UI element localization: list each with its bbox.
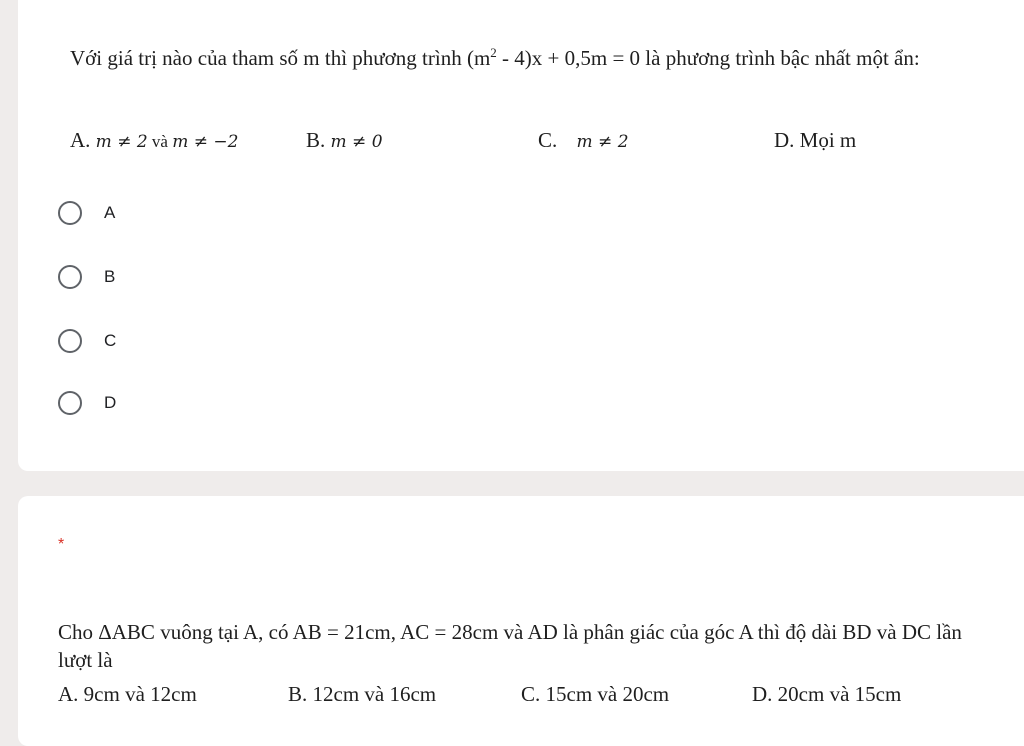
radio-label-b[interactable]: B bbox=[104, 267, 116, 286]
radio-label-a[interactable]: A bbox=[104, 203, 116, 222]
radio-button-a[interactable] bbox=[58, 201, 82, 225]
question-card-2 bbox=[18, 496, 1024, 746]
question-1-choice-d: D. Mọi m bbox=[774, 128, 857, 152]
question-2-text: Cho ΔABC vuông tại A, có AB = 21cm, AC = 28cm và AD là phân giác của góc A thì độ dài BD và DC lần lượt là bbox=[58, 620, 962, 672]
required-asterisk: * bbox=[58, 536, 65, 553]
question-2-choice-c: C. 15cm và 20cm bbox=[521, 682, 670, 706]
radio-label-c[interactable]: C bbox=[104, 331, 117, 350]
question-1-choice-a: A. m ≠ 2 và m ≠ −2 bbox=[70, 128, 239, 152]
radio-option-c[interactable] bbox=[58, 326, 116, 356]
question-2-choice-d: D. 20cm và 15cm bbox=[752, 682, 902, 706]
question-2-choice-a: A. 9cm và 12cm bbox=[58, 682, 197, 706]
question-2-choice-b: B. 12cm và 16cm bbox=[288, 682, 437, 706]
question-card-1 bbox=[18, 0, 1024, 471]
radio-option-d[interactable] bbox=[58, 388, 116, 418]
question-1-text: Với giá trị nào của tham số m thì phương trình $(m^2 - 4)x + 0,5m = 0$ là phương trình bậc nhất một ẩn: bbox=[70, 45, 920, 70]
question-1-choice-b: B. m ≠ 0 bbox=[306, 128, 383, 152]
radio-button-d[interactable] bbox=[58, 391, 82, 415]
radio-label-d[interactable]: D bbox=[104, 393, 117, 412]
radio-option-a[interactable] bbox=[58, 198, 115, 228]
question-1-choice-c: C. m ≠ 2 bbox=[538, 128, 629, 152]
radio-option-b[interactable] bbox=[58, 262, 115, 292]
radio-button-b[interactable] bbox=[58, 265, 82, 289]
radio-button-c[interactable] bbox=[58, 329, 82, 353]
